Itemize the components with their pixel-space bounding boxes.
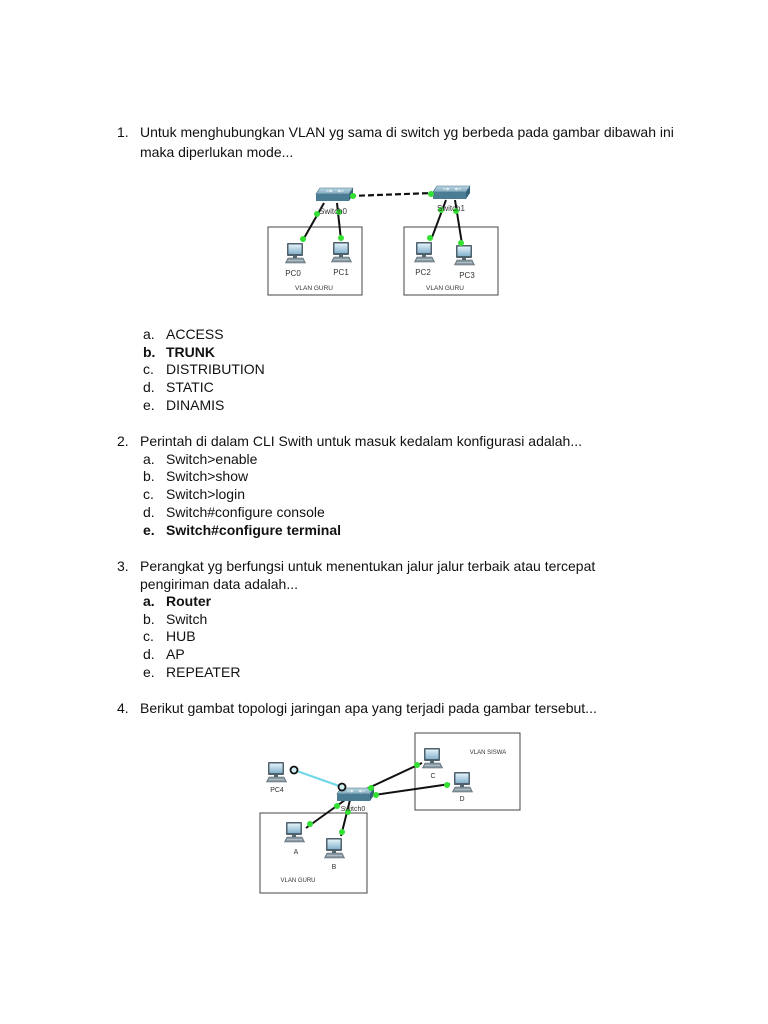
option-1d — [143, 378, 214, 396]
option-letter: d. — [143, 379, 155, 395]
pc1-label: PC1 — [333, 268, 349, 277]
question-number: 1. — [117, 124, 129, 140]
pc4-label: PC4 — [270, 787, 284, 794]
question-text: Perangkat yg berfungsi untuk menentukan jalur jalur terbaik atau tercepat — [140, 558, 596, 574]
port-dot — [334, 803, 340, 809]
option-3a — [143, 592, 211, 610]
network-diagram-1 — [260, 180, 540, 300]
option-text: DISTRIBUTION — [166, 361, 265, 377]
port-dot — [444, 782, 450, 788]
port-dot — [414, 762, 420, 768]
option-1c — [143, 360, 265, 378]
port-dot — [307, 821, 313, 827]
vlan-siswa-label: VLAN SISWA — [469, 750, 507, 756]
option-letter: d. — [143, 504, 155, 520]
question-3-continuation: pengiriman data adalah... — [140, 576, 298, 592]
port-dot — [339, 829, 345, 835]
question-number: 4. — [117, 700, 129, 716]
switch0-icon — [316, 188, 353, 201]
option-letter: b. — [143, 611, 155, 627]
switch0-label: Switch0 — [318, 207, 348, 216]
option-2a — [143, 450, 257, 468]
pc0-label: PC0 — [285, 269, 301, 278]
pc-a-icon — [285, 822, 305, 842]
link-pc4-switch0 — [294, 770, 342, 787]
port-ring — [291, 767, 298, 774]
question-number: 3. — [117, 558, 129, 574]
question-4 — [117, 699, 597, 717]
pc2-icon — [415, 242, 435, 262]
option-text: TRUNK — [166, 344, 215, 360]
option-text: Switch#configure terminal — [166, 522, 342, 538]
port-dot — [350, 193, 356, 199]
port-dot — [428, 191, 434, 197]
option-text: Switch>enable — [166, 451, 258, 467]
pc-b-label: B — [331, 864, 337, 871]
option-letter: a. — [143, 451, 155, 467]
option-1b — [143, 343, 215, 361]
option-3c — [143, 627, 196, 645]
pc0-icon — [286, 243, 306, 263]
question-3 — [117, 557, 595, 575]
port-dot — [300, 236, 306, 242]
switch0-label: Switch0 — [340, 806, 366, 813]
option-text: ACCESS — [166, 326, 224, 342]
port-dot — [338, 235, 344, 241]
vlan-guru-label-left: VLAN GURU — [295, 285, 333, 292]
question-1-continuation: maka diperlukan mode... — [140, 144, 294, 160]
switch1-icon — [433, 186, 470, 199]
option-2b — [143, 467, 248, 485]
option-letter: e. — [143, 664, 155, 680]
option-text: Switch>show — [166, 468, 249, 484]
pc2-label: PC2 — [415, 268, 431, 277]
option-text: Switch>login — [166, 486, 245, 502]
port-dot — [373, 792, 379, 798]
pc-c-icon — [423, 748, 443, 768]
switch1-label: Switch1 — [436, 204, 466, 213]
port-dot — [368, 785, 374, 791]
option-text: REPEATER — [166, 664, 241, 680]
pc3-label: PC3 — [459, 271, 475, 280]
option-letter: e. — [143, 522, 155, 538]
vlan-guru-label-right: VLAN GURU — [426, 285, 464, 292]
option-text: Router — [166, 593, 212, 609]
option-2e — [143, 521, 341, 539]
option-1e — [143, 396, 224, 414]
pc1-icon — [332, 242, 352, 262]
port-dot — [427, 235, 433, 241]
option-text: HUB — [166, 628, 196, 644]
option-letter: c. — [143, 361, 154, 377]
option-letter: b. — [143, 344, 156, 360]
option-1a — [143, 325, 224, 343]
question-2 — [117, 432, 582, 450]
vlan-siswa-box — [415, 733, 520, 810]
option-3e — [143, 663, 240, 681]
option-text: Switch — [166, 611, 208, 627]
option-letter: e. — [143, 397, 155, 413]
option-text: AP — [166, 646, 185, 662]
pc-a-label: A — [293, 849, 299, 856]
network-diagram-2 — [250, 728, 530, 898]
port-dot — [458, 240, 464, 246]
port-ring — [339, 784, 346, 791]
option-letter: b. — [143, 468, 155, 484]
pc3-icon — [455, 245, 475, 265]
question-text: Untuk menghubungkan VLAN yg sama di switch yg berbeda pada gambar dibawah ini — [140, 124, 674, 140]
option-text: Switch#configure console — [166, 504, 325, 520]
pc4-icon — [267, 762, 287, 782]
option-letter: a. — [143, 326, 155, 342]
option-letter: d. — [143, 646, 155, 662]
option-letter: a. — [143, 593, 155, 609]
option-2d — [143, 503, 325, 521]
port-status-dots — [307, 762, 450, 835]
pc-d-label: D — [459, 796, 465, 803]
question-text: Perintah di dalam CLI Swith untuk masuk kedalam konfigurasi adalah... — [140, 433, 583, 449]
option-2c — [143, 485, 245, 503]
vlan-guru-label: VLAN GURU — [280, 878, 316, 884]
pc-b-icon — [325, 838, 345, 858]
question-text: Berikut gambat topologi jaringan apa yang terjadi pada gambar tersebut... — [140, 700, 597, 716]
option-3b — [143, 610, 207, 628]
option-letter: c. — [143, 486, 154, 502]
pc-d-icon — [453, 772, 473, 792]
link-switch0-pc-d — [367, 784, 450, 796]
pc-c-label: C — [430, 773, 436, 780]
trunk-link-switch0-switch1 — [350, 193, 433, 196]
option-letter: c. — [143, 628, 154, 644]
question-number: 2. — [117, 433, 129, 449]
option-text: DINAMIS — [166, 397, 225, 413]
option-text: STATIC — [166, 379, 214, 395]
option-3d — [143, 645, 185, 663]
question-1 — [117, 123, 674, 141]
